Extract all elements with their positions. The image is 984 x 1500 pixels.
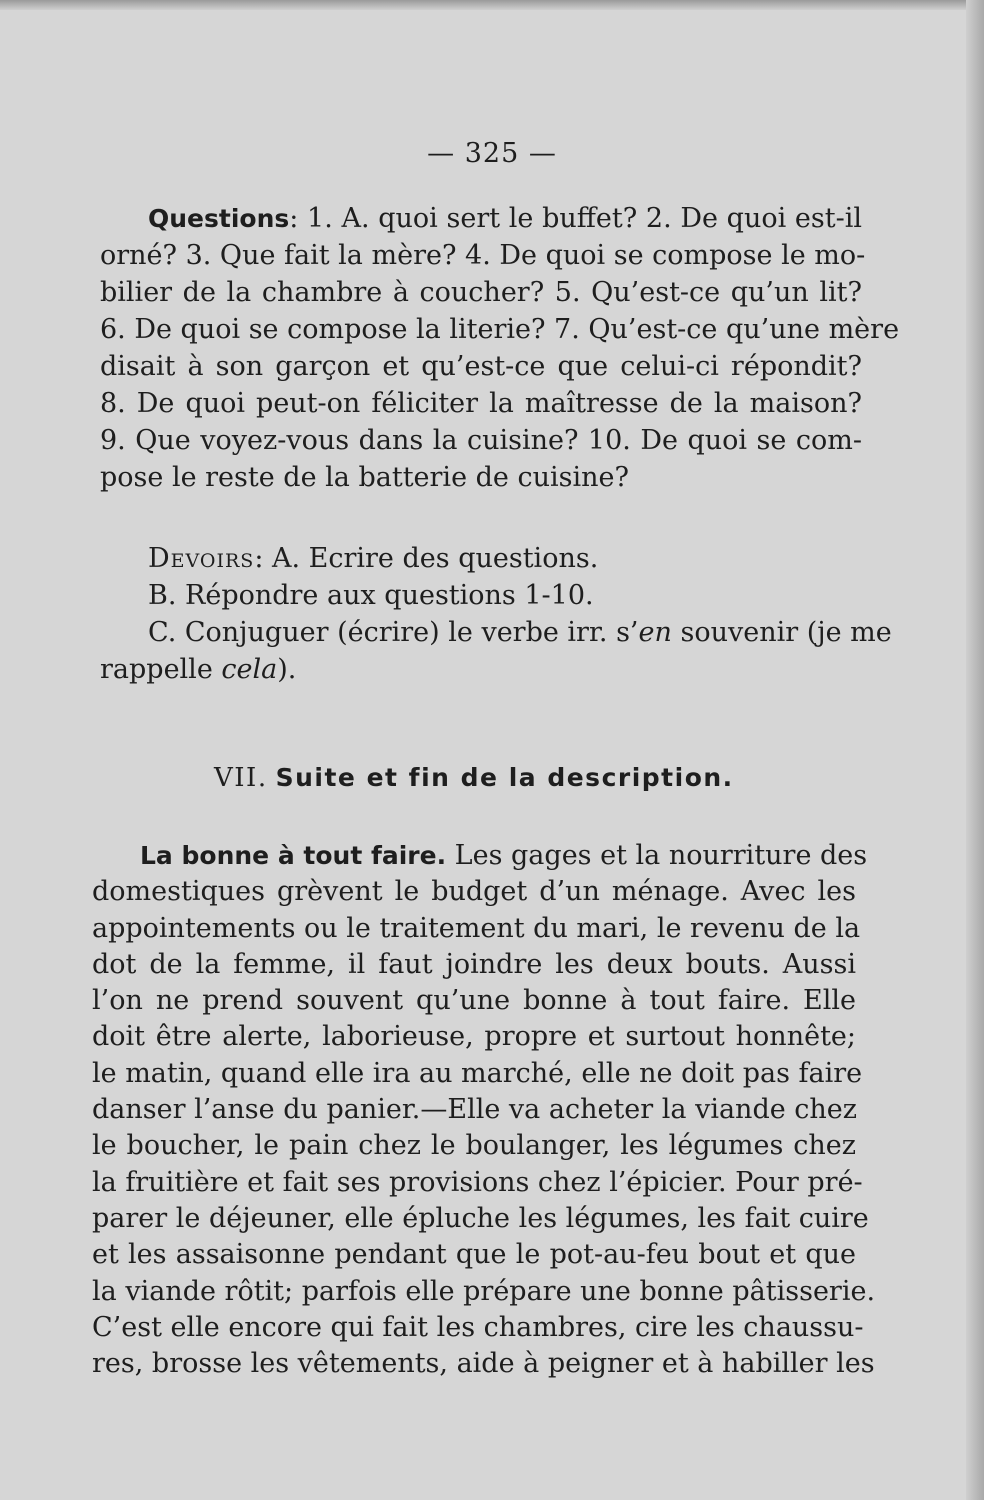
devoirs-line-c-italic: en	[638, 617, 672, 648]
devoirs-line-d-italic: cela	[221, 654, 278, 685]
questions-paragraph	[100, 200, 900, 496]
devoirs-line-d-end: ).	[277, 654, 297, 685]
body-line: doit être alerte, laborieuse, propre et surtout honnête;	[92, 1021, 856, 1053]
body-line-1-text: Les gages et la nourriture des	[446, 840, 868, 871]
devoirs-line-c-start: C. Conjuguer (écrire) le verbe irr. s’	[148, 617, 639, 648]
body-line: dot de la femme, il faut joindre les deux bouts. Aussi	[92, 948, 856, 980]
devoirs-line-d-start: rappelle	[100, 654, 222, 685]
questions-line: 6. De quoi se compose la literie? 7. Qu’est-ce qu’une mère	[100, 314, 900, 345]
devoirs-paragraph	[100, 540, 892, 688]
devoirs-line-c	[100, 614, 892, 651]
devoirs-line-d	[100, 651, 862, 688]
questions-line: bilier de la chambre à coucher? 5. Qu’est-ce qu’un lit?	[100, 277, 862, 308]
body-line: C’est elle encore qui fait les chambres, cire les chaussu-	[92, 1311, 864, 1343]
devoirs-line-b: B. Répondre aux questions 1-10.	[148, 580, 594, 611]
questions-label: Questions	[148, 204, 290, 233]
body-paragraph	[92, 838, 876, 1382]
section-title: Suite et fin de la description.	[275, 763, 734, 792]
questions-line: orné? 3. Que fait la mère? 4. De quoi se compose le mo-	[100, 240, 866, 271]
questions-line-1-text: : 1. A. quoi sert le buffet? 2. De quoi est-il	[289, 203, 862, 234]
body-line: danser l’anse du panier.—Elle va acheter la viande chez	[92, 1094, 858, 1126]
body-line: res, brosse les vêtements, aide à peigner et à habiller les	[92, 1348, 875, 1380]
body-line: appointements ou le traitement du mari, le revenu de la	[92, 912, 861, 944]
body-line: parer le déjeuner, elle épluche les légumes, les fait cuire	[92, 1202, 869, 1234]
section-heading	[214, 763, 734, 793]
body-line: domestiques grèvent le budget d’un ménage. Avec les	[92, 876, 856, 908]
body-lead: La bonne à tout faire.	[140, 841, 447, 870]
body-line: le matin, quand elle ira au marché, elle ne doit pas faire	[92, 1057, 863, 1089]
body-line: le boucher, le pain chez le boulanger, les légumes chez	[92, 1130, 856, 1162]
questions-line: 9. Que voyez-vous dans la cuisine? 10. De quoi se com-	[100, 425, 862, 456]
body-line: la viande rôtit; parfois elle prépare une bonne pâtisserie.	[92, 1275, 876, 1307]
questions-line: disait à son garçon et qu’est-ce que celui-ci répondit?	[100, 351, 862, 382]
section-number: VII.	[214, 763, 268, 793]
devoirs-line-c-end: souvenir (je me	[671, 617, 892, 648]
body-line: la fruitière et fait ses provisions chez l’épicier. Pour pré-	[92, 1166, 863, 1198]
body-line: et les assaisonne pendant que le pot-au-feu bout et que	[92, 1239, 856, 1271]
body-line-1	[92, 838, 868, 874]
devoirs-line-a-text: : A. Ecrire des questions.	[254, 543, 599, 574]
devoirs-label: Devoirs	[148, 543, 255, 574]
questions-line-1	[100, 200, 862, 237]
page-number: — 325 —	[427, 138, 557, 169]
questions-line: pose le reste de la batterie de cuisine?	[100, 462, 629, 493]
body-line: l’on ne prend souvent qu’une bonne à tout faire. Elle	[92, 985, 856, 1017]
questions-line: 8. De quoi peut-on féliciter la maîtresse de la maison?	[100, 388, 862, 419]
devoirs-line-a	[100, 540, 862, 577]
